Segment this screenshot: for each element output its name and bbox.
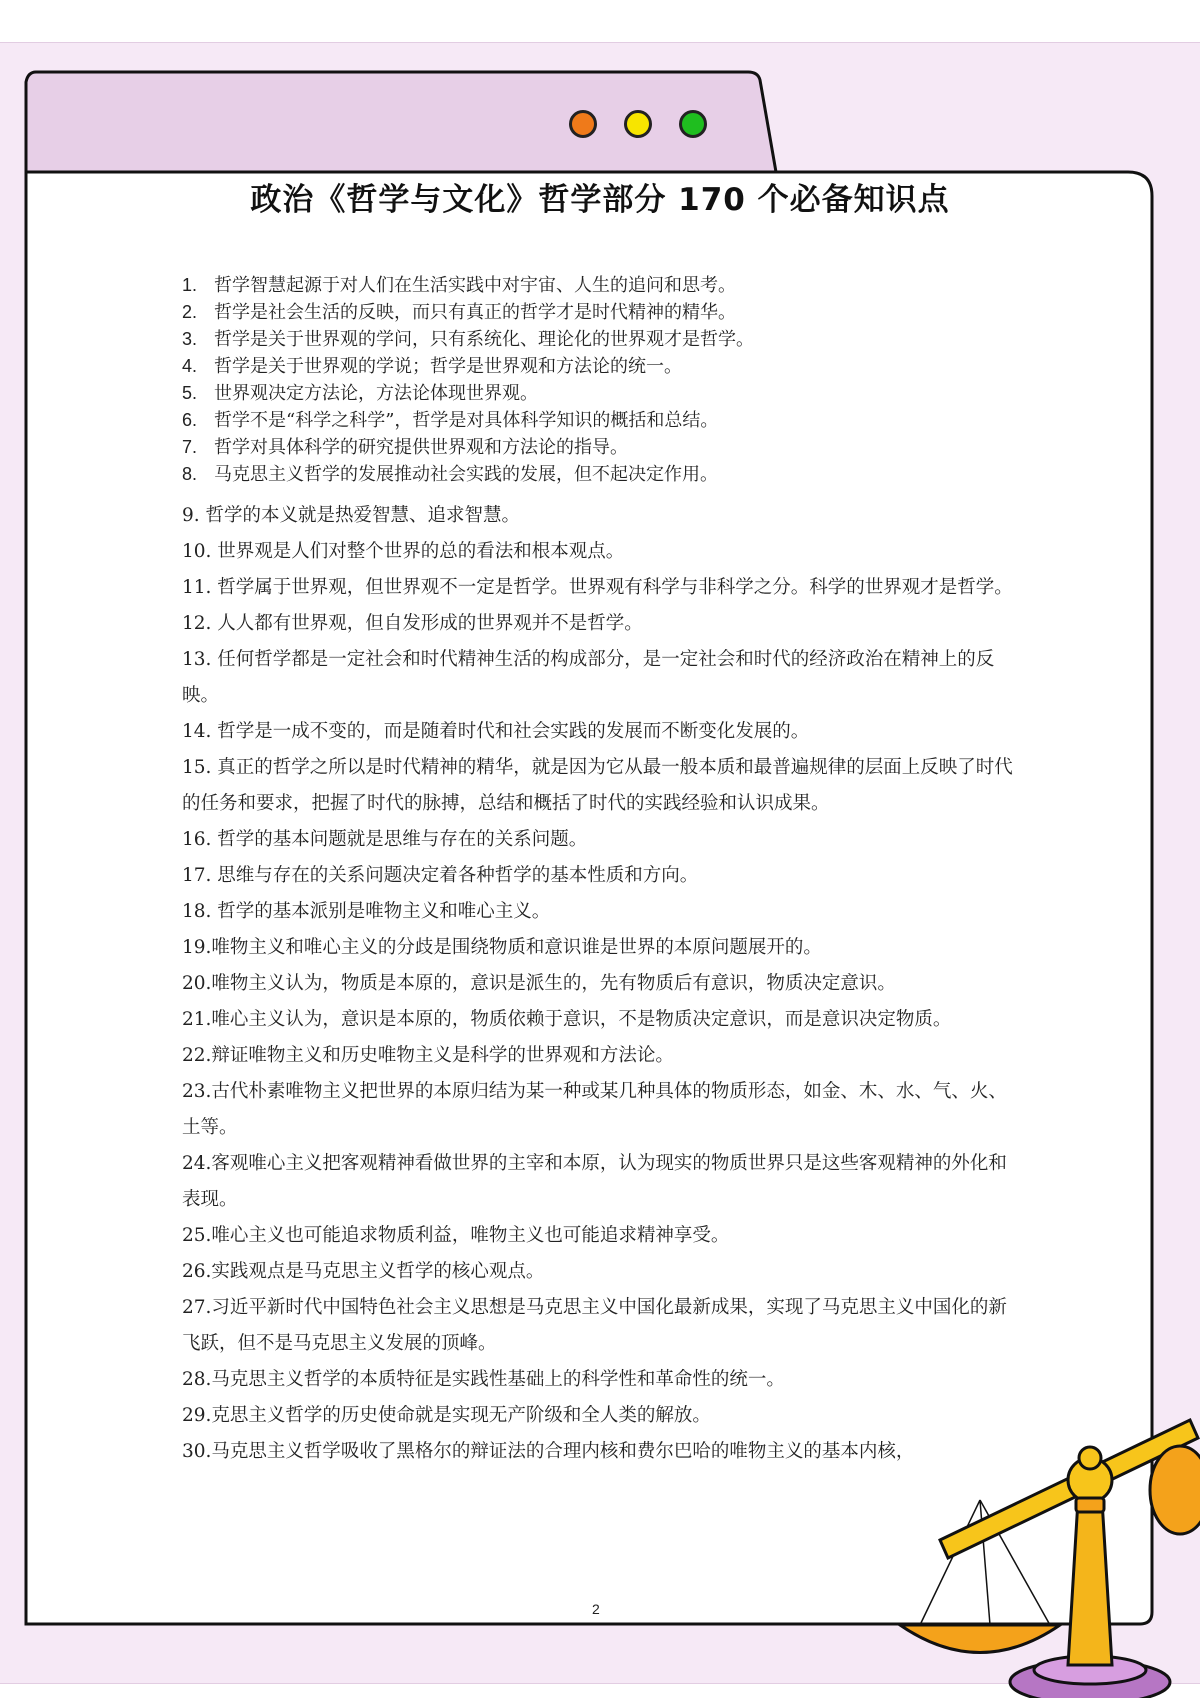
item-number: 7. (182, 437, 198, 457)
list-item: 21.唯心主义认为，意识是本原的，物质依赖于意识，不是物质决定意识，而是意识决定物质。 (182, 1009, 952, 1030)
list-item: 14. 哲学是一成不变的，而是随着时代和社会实践的发展而不断变化发展的。 (182, 721, 810, 742)
item-text: 世界观决定方法论，方法论体现世界观。 (214, 383, 538, 404)
list-item: 16. 哲学的基本问题就是思维与存在的关系问题。 (182, 829, 588, 850)
list-item: 11. 哲学属于世界观，但世界观不一定是哲学。世界观有科学与非科学之分。科学的世界观才是哲学。 (182, 577, 1013, 598)
list-item (182, 353, 1042, 380)
list-item: 25.唯心主义也可能追求物质利益，唯物主义也可能追求精神享受。 (182, 1225, 730, 1246)
list-item: 26.实践观点是马克思主义哲学的核心观点。 (182, 1261, 545, 1282)
balance-scale-icon (880, 1380, 1200, 1698)
list-item: 15. 真正的哲学之所以是时代精神的精华，就是因为它从最一般本质和最普遍规律的层面上反映了时代的任务和要求，把握了时代的脉搏，总结和概括了时代的实践经验和认识成果。 (182, 757, 1013, 814)
list-item: 13. 任何哲学都是一定社会和时代精神生活的构成部分，是一定社会和时代的经济政治在精神上的反映。 (182, 649, 995, 706)
list-item (182, 434, 1042, 461)
list-item: 9. 哲学的本义就是热爱智慧、追求智慧。 (182, 505, 521, 526)
list-item (182, 380, 1042, 407)
item-text: 哲学不是“科学之科学”，哲学是对具体科学知识的概括和总结。 (214, 410, 719, 431)
item-number: 2. (182, 302, 198, 322)
item-number: 5. (182, 383, 198, 403)
item-text: 马克思主义哲学的发展推动社会实践的发展，但不起决定作用。 (214, 464, 718, 485)
orange-dot-icon (569, 110, 597, 138)
list-item: 30.马克思主义哲学吸收了黑格尔的辩证法的合理内核和费尔巴哈的唯物主义的基本内核， (182, 1441, 915, 1462)
yellow-dot-icon (624, 110, 652, 138)
knowledge-list-compact (182, 272, 1042, 488)
item-number: 1. (182, 275, 198, 295)
green-dot-icon (679, 110, 707, 138)
list-item (182, 272, 1042, 299)
list-item: 23.古代朴素唯物主义把世界的本原归结为某一种或某几种具体的物质形态，如金、木、水、气、火、土等。 (182, 1081, 1007, 1138)
item-text: 哲学是关于世界观的学问，只有系统化、理论化的世界观才是哲学。 (214, 329, 754, 350)
list-item: 28.马克思主义哲学的本质特征是实践性基础上的科学性和革命性的统一。 (182, 1369, 785, 1390)
list-item: 20.唯物主义认为，物质是本原的，意识是派生的，先有物质后有意识，物质决定意识。 (182, 973, 896, 994)
list-item (182, 461, 1042, 488)
list-item: 27.习近平新时代中国特色社会主义思想是马克思主义中国化最新成果，实现了马克思主义中国化的新飞跃，但不是马克思主义发展的顶峰。 (182, 1297, 1007, 1354)
frame-tab (26, 72, 776, 172)
list-item: 24.客观唯心主义把客观精神看做世界的主宰和本原，认为现实的物质世界只是这些客观精神的外化和表现。 (182, 1153, 1007, 1210)
item-text: 哲学是关于世界观的学说；哲学是世界观和方法论的统一。 (214, 356, 682, 377)
list-item (182, 326, 1042, 353)
item-number: 3. (182, 329, 198, 349)
list-item: 18. 哲学的基本派别是唯物主义和唯心主义。 (182, 901, 551, 922)
page-title: 政治《哲学与文化》哲学部分 170 个必备知识点 (250, 182, 950, 218)
list-item: 10. 世界观是人们对整个世界的总的看法和根本观点。 (182, 541, 625, 562)
item-number: 4. (182, 356, 198, 376)
item-text: 哲学智慧起源于对人们在生活实践中对宇宙、人生的追问和思考。 (214, 275, 736, 296)
item-text: 哲学对具体科学的研究提供世界观和方法论的指导。 (214, 437, 628, 458)
list-item: 29.克思主义哲学的历史使命就是实现无产阶级和全人类的解放。 (182, 1405, 711, 1426)
list-item (182, 299, 1042, 326)
item-number: 8. (182, 464, 198, 484)
page-number: 2 (592, 1601, 600, 1617)
list-item: 12. 人人都有世界观，但自发形成的世界观并不是哲学。 (182, 613, 643, 634)
knowledge-list (182, 498, 1022, 1470)
list-item: 22.辩证唯物主义和历史唯物主义是科学的世界观和方法论。 (182, 1045, 674, 1066)
list-item: 17. 思维与存在的关系问题决定着各种哲学的基本性质和方向。 (182, 865, 699, 886)
list-item (182, 407, 1042, 434)
item-text: 哲学是社会生活的反映，而只有真正的哲学才是时代精神的精华。 (214, 302, 736, 323)
list-item: 19.唯物主义和唯心主义的分歧是围绕物质和意识谁是世界的本原问题展开的。 (182, 937, 822, 958)
item-number: 6. (182, 410, 198, 430)
